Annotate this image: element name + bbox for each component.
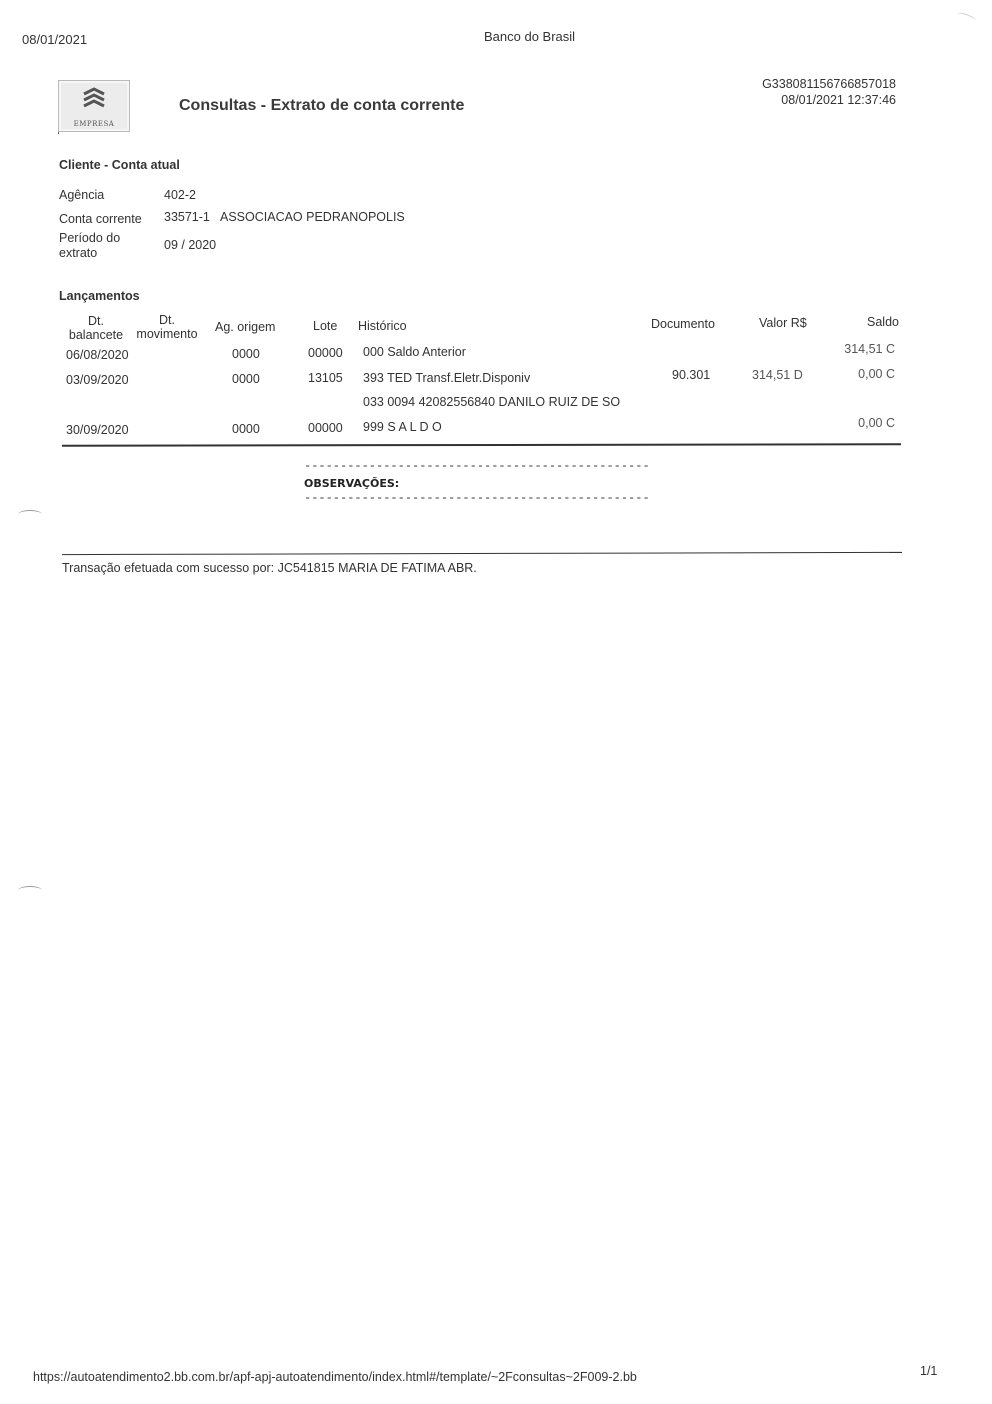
transaction-text: Transação efetuada com sucesso por: JC541815 MARIA DE FATIMA ABR. <box>62 561 477 575</box>
bb-empresa-logo <box>58 80 130 132</box>
periodo-label-2: extrato <box>59 246 98 260</box>
row-historico: 000 Saldo Anterior <box>363 345 466 359</box>
conta-label: Conta corrente <box>59 212 142 226</box>
doc-code: G338081156766857018 <box>762 77 896 91</box>
col-ag-origem: Ag. origem <box>215 320 276 334</box>
col-dt-balancete-line2: balancete <box>68 328 124 342</box>
col-dt-movimento-line2: movimento <box>136 327 198 341</box>
row-historico: 999 S A L D O <box>363 420 442 434</box>
page-number: 1/1 <box>920 1364 938 1378</box>
page-url[interactable]: https://autoatendimento2.bb.com.br/apf-apj-autoatendimento/index.html#/template/~2Fconsultas~2F009-2.bb <box>33 1370 637 1384</box>
row-lote: 00000 <box>308 421 343 435</box>
row-dt-balancete: 30/09/2020 <box>66 423 129 437</box>
obs-label: OBSERVAÇÕES: <box>304 477 400 490</box>
row-dt-balancete: 03/09/2020 <box>66 373 129 387</box>
table-bottom-rule <box>62 443 901 446</box>
scan-mark <box>955 11 976 24</box>
periodo-label-1: Período do <box>59 231 121 245</box>
footer-rule <box>62 552 902 555</box>
col-lote: Lote <box>313 319 338 333</box>
col-dt-balancete-line1: Dt. <box>88 314 104 328</box>
row-dt-balancete: 06/08/2020 <box>66 348 129 362</box>
doc-timestamp: 08/01/2021 12:37:46 <box>781 93 896 107</box>
col-dt-balancete <box>62 314 130 342</box>
col-saldo: Saldo <box>867 315 899 329</box>
col-dt-movimento-line1: Dt. <box>159 313 175 327</box>
col-dt-movimento <box>132 313 202 341</box>
row-lote: 00000 <box>308 346 343 360</box>
row-saldo: 0,00 C <box>858 367 895 381</box>
obs-dash-top: ------------------------------------------------ <box>304 459 650 473</box>
row-documento: 90.301 <box>672 368 711 382</box>
conta-value: 33571-1 <box>164 210 210 224</box>
bb-logo-icon <box>80 86 108 112</box>
col-historico: Histórico <box>358 319 407 333</box>
periodo-value: 09 / 2020 <box>164 238 217 252</box>
row-historico: 393 TED Transf.Eletr.Disponiv <box>363 371 531 385</box>
scan-mark <box>18 886 42 895</box>
col-valor: Valor R$ <box>759 316 807 330</box>
row-saldo: 0,00 C <box>858 416 895 430</box>
client-section-title: Cliente - Conta atual <box>59 158 180 172</box>
row-ag-origem: 0000 <box>232 372 260 386</box>
row-ag-origem: 0000 <box>232 422 260 436</box>
col-documento: Documento <box>651 317 715 331</box>
print-date: 08/01/2021 <box>22 32 88 47</box>
logo-text: EMPRESA <box>73 120 115 128</box>
row-lote: 13105 <box>308 371 343 385</box>
lancamentos-title: Lançamentos <box>59 289 140 303</box>
agencia-label: Agência <box>59 188 105 202</box>
obs-dash-bottom: ------------------------------------------------ <box>304 491 650 505</box>
conta-name: ASSOCIACAO PEDRANOPOLIS <box>220 210 405 224</box>
scan-mark <box>18 510 42 519</box>
agencia-value: 402-2 <box>164 188 196 202</box>
page-title: Consultas - Extrato de conta corrente <box>179 97 465 114</box>
row-saldo: 314,51 C <box>844 342 895 356</box>
bank-name: Banco do Brasil <box>484 29 576 44</box>
row-valor: 314,51 D <box>752 368 803 382</box>
row-historico-detail: 033 0094 42082556840 DANILO RUIZ DE SO <box>363 395 621 409</box>
row-ag-origem: 0000 <box>232 347 260 361</box>
